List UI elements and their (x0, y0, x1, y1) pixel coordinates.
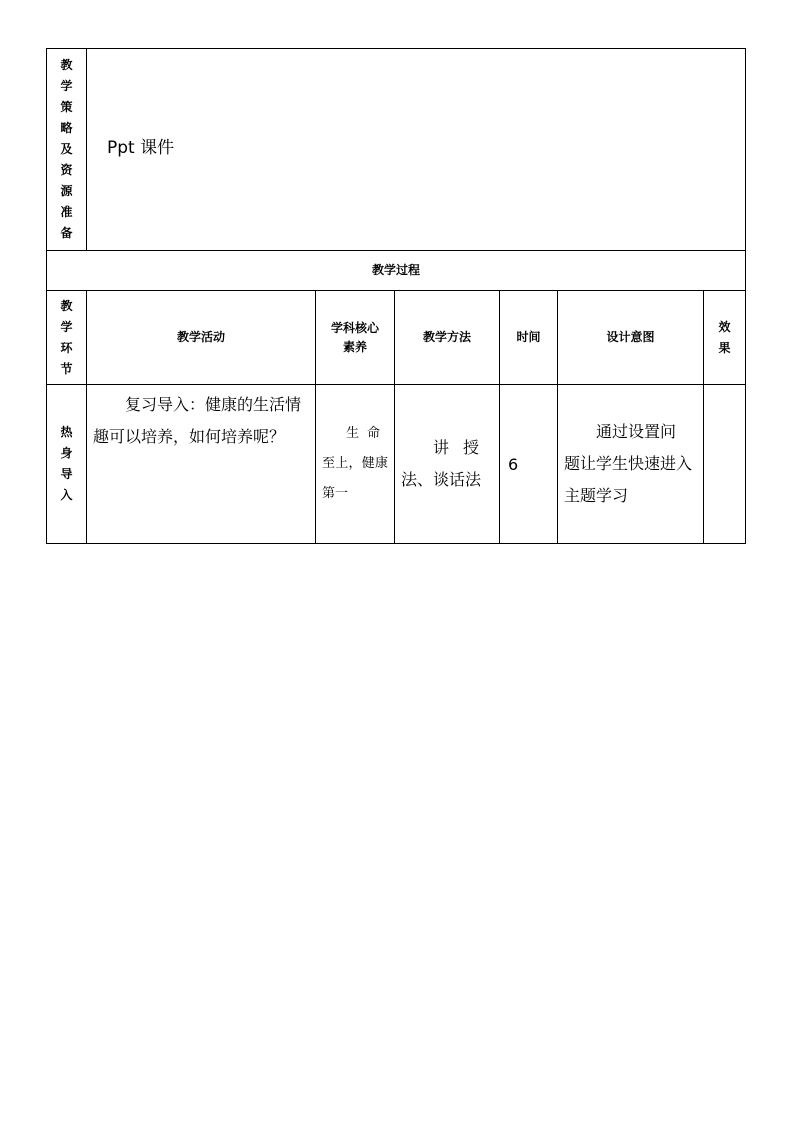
row-method-line1: 讲授 (432, 438, 493, 457)
header-row (47, 291, 746, 385)
row-intent-line1: 通过设置问 (596, 422, 677, 441)
label-char: 入 (60, 488, 73, 502)
label-char: 教 (60, 298, 73, 313)
lesson-plan-table (46, 48, 746, 544)
row-time: 6 (500, 385, 558, 544)
header-literacy-line1: 学科核心 (330, 320, 379, 335)
label-char: 身 (60, 446, 73, 460)
row-intent (558, 385, 704, 544)
process-title: 教学过程 (47, 251, 746, 291)
header-stage (47, 291, 87, 385)
row-literacy-line2: 至上，健康第一 (322, 456, 388, 501)
label-char: 略 (60, 121, 73, 135)
label-char: 源 (60, 184, 73, 198)
strategy-row (47, 49, 746, 251)
label-char: 导 (60, 467, 73, 481)
row-method (395, 385, 500, 544)
row-effect (704, 385, 746, 544)
strategy-content: Ppt 课件 (87, 49, 746, 251)
header-method: 教学方法 (395, 291, 500, 385)
strategy-label (47, 49, 87, 251)
process-title-row (47, 251, 746, 291)
row-stage (47, 385, 87, 544)
label-char: 环 (60, 340, 73, 355)
row-intent-line2: 题让学生快速进入主题学习 (564, 454, 693, 505)
label-char: 果 (718, 340, 731, 355)
label-char: 热 (60, 425, 73, 439)
header-activity: 教学活动 (87, 291, 316, 385)
header-time: 时间 (500, 291, 558, 385)
row-method-line2: 法、谈话法 (401, 470, 482, 489)
label-char: 效 (718, 319, 731, 334)
row-activity: 复习导入：健康的生活情趣可以培养，如何培养呢？ (87, 385, 316, 544)
header-literacy (316, 291, 395, 385)
label-char: 教 (60, 58, 73, 72)
row-literacy (316, 385, 395, 544)
label-char: 及 (60, 142, 73, 156)
table-row (47, 385, 746, 544)
label-char: 节 (60, 361, 73, 376)
header-effect (704, 291, 746, 385)
label-char: 资 (60, 163, 73, 177)
header-intent: 设计意图 (558, 291, 704, 385)
header-literacy-line2: 素养 (342, 339, 367, 354)
label-char: 学 (60, 319, 73, 334)
row-literacy-line1: 生命 (345, 426, 388, 441)
label-char: 学 (60, 79, 73, 93)
label-char: 策 (60, 100, 73, 114)
label-char: 准 (60, 205, 73, 219)
label-char: 备 (60, 226, 73, 240)
